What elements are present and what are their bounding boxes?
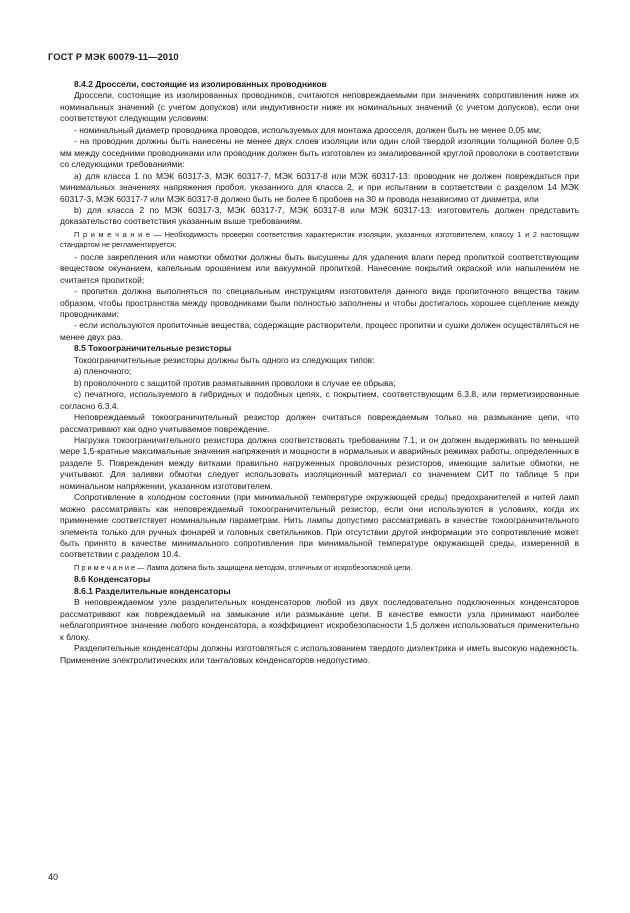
paragraph: Нагрузка токоограничительного резистора должна соответствовать требованиям 7.1, и он должен выдерживать по меньшей мере 1,5-кратные максимальные значения напряжения и мощности в нормальных и аварийных режимах работы, определенных в разделе 5. Повреждения между витками правильно нагруженных проволочных резисторов, имеющие залитые обмотки, не учитывают. Для заливки обмотки следует использовать изоляционный материал со значением СИТ по таблице 5 при номинальном напряжении, указанном изготовителем. bbox=[60, 434, 579, 491]
note bbox=[60, 563, 579, 573]
list-item: b) для класса 2 по МЭК 60317-3, МЭК 60317-7, МЭК 60317-8 или МЭК 60317-13: изготовитель должен представить доказательство соответствия указанным выше требованиям. bbox=[60, 204, 579, 227]
paragraph: Дроссели, состоящие из изолированных проводников, считаются неповреждаемыми при значениях сопротивления ниже их номинальных значений (с учетом допусков) или индуктивности ниже их номинальных значений (с учетом допусков), если они соответствуют следующим условиям: bbox=[60, 90, 579, 124]
list-item: b) проволочного с защитой против разматывания проволоки в случае ее обрыва; bbox=[74, 377, 396, 388]
document-body bbox=[60, 79, 579, 666]
note-label: П р и м е ч а н и е bbox=[74, 562, 136, 572]
note-label: П р и м е ч а н и е bbox=[74, 229, 150, 239]
list-item: - номинальный диаметр проводника проводов, используемых для монтажа дросселя, должен быть не менее 0,05 мм; bbox=[74, 124, 542, 135]
list-item: a) для класса 1 по МЭК 60317-3, МЭК 60317-7, МЭК 60317-8 или МЭК 60317-13: проводник не должен повреждаться при минимальных значениях напряжения пробоя, указанного для класса 2, и при испытании в соответствии с разделом 14 МЭК 60317-3, МЭК 60317-7 или МЭК 60317-8 должно быть не более 6 пробоев на 30 м провода независимо от диаметра, или bbox=[60, 170, 579, 204]
list-item: - на проводник должны быть нанесены не менее двух слоев изоляции или один слой твердой изоляции толщиной более 0,5 мм между соседними проводниками или проводник должен быть изготовлен из эмалированной круглой проволоки в соответствии со следующими требованиями: bbox=[60, 136, 579, 170]
note bbox=[60, 230, 579, 251]
paragraph: Сопротивление в холодном состоянии (при минимальной температуре окружающей среды) предохранителей и нитей ламп можно рассматривать как неповреждаемый токоограничительный резистор, если они используются в условиях, когда их применение соответствует номинальным параметрам. Нить лампы допустимо рассматривать в качестве токоограничительного элемента только для ручных фонарей и головных светильников. При отсутствии другой информации это сопротивление может быть принято в качестве минимального сопротивления при минимальной температуре окружающей среды, измеренной в соответствии с разделом 10.4. bbox=[60, 492, 579, 560]
paragraph: Разделительные конденсаторы должны изготовляться с использованием твердого диэлектрика и иметь высокую надежность. Применение электролитических или танталовых конденсаторов недопустимо. bbox=[60, 643, 579, 665]
list-item: - если используются пропиточные вещества, содержащие растворители, процесс пропитки и сушки должен осуществляться не менее двух раз. bbox=[60, 320, 579, 342]
section-heading: 8.6 Конденсаторы bbox=[74, 574, 151, 585]
document-header: ГОСТ Р МЭК 60079-11—2010 bbox=[48, 51, 179, 62]
paragraph: Неповреждаемый токоограничительный резистор должен считаться повреждаемым только на размыкание цепи, что рассматривают как одно учитываемое повреждение. bbox=[60, 412, 579, 434]
paragraph: В неповреждаемом узле разделительных конденсаторов любой из двух последовательно подключенных конденсаторов рассматривают как повреждаемый на замыкание или размыкание цепи. В качестве емкости узла принимают наиболее неблагоприятное значение любого конденсатора, а коэффициент искробезопасности 1,5 должен использоваться применительно к блоку. bbox=[60, 597, 579, 642]
section-heading: 8.5 Токоограничительные резисторы bbox=[74, 343, 232, 354]
paragraph: Токоограничительные резисторы должны быть одного из следующих типов: bbox=[74, 354, 375, 365]
list-item: c) печатного, используемого в гибридных и подобных цепях, с покрытием, соответствующим 6.3.8, или герметизированные согласно 6.3.4. bbox=[60, 389, 579, 411]
list-item: - после закрепления или намотки обмотки должны быть высушены для удаления влаги перед пропиткой соответствующим веществом окунанием, капельным орошением или вакуумной пропиткой. Нанесение покрытий окраской или напылением не считается пропиткой; bbox=[60, 251, 579, 285]
list-item: a) пленочного; bbox=[74, 366, 132, 377]
list-item: - пропитка должна выполняться по специальным инструкциям изготовителя данного вида пропиточного вещества таким образом, чтобы пространства между проводниками были полностью заполнены и чтобы достигалось хорошее сцепление между проводниками; bbox=[60, 286, 579, 319]
section-heading: 8.4.2 Дроссели, состоящие из изолированных проводников bbox=[74, 79, 327, 89]
subsection-heading: 8.6.1 Разделительные конденсаторы bbox=[74, 585, 231, 596]
note-text: — Необходимость проверки соответствия характеристик изоляции, указанных изготовителем, классу 1 и 2 настоящим стандартом не регламентируется; bbox=[60, 229, 579, 250]
note-text: — Лампа должна быть защищена методом, отличным от искробезопасной цепи. bbox=[135, 562, 413, 572]
page-number: 40 bbox=[48, 872, 59, 882]
